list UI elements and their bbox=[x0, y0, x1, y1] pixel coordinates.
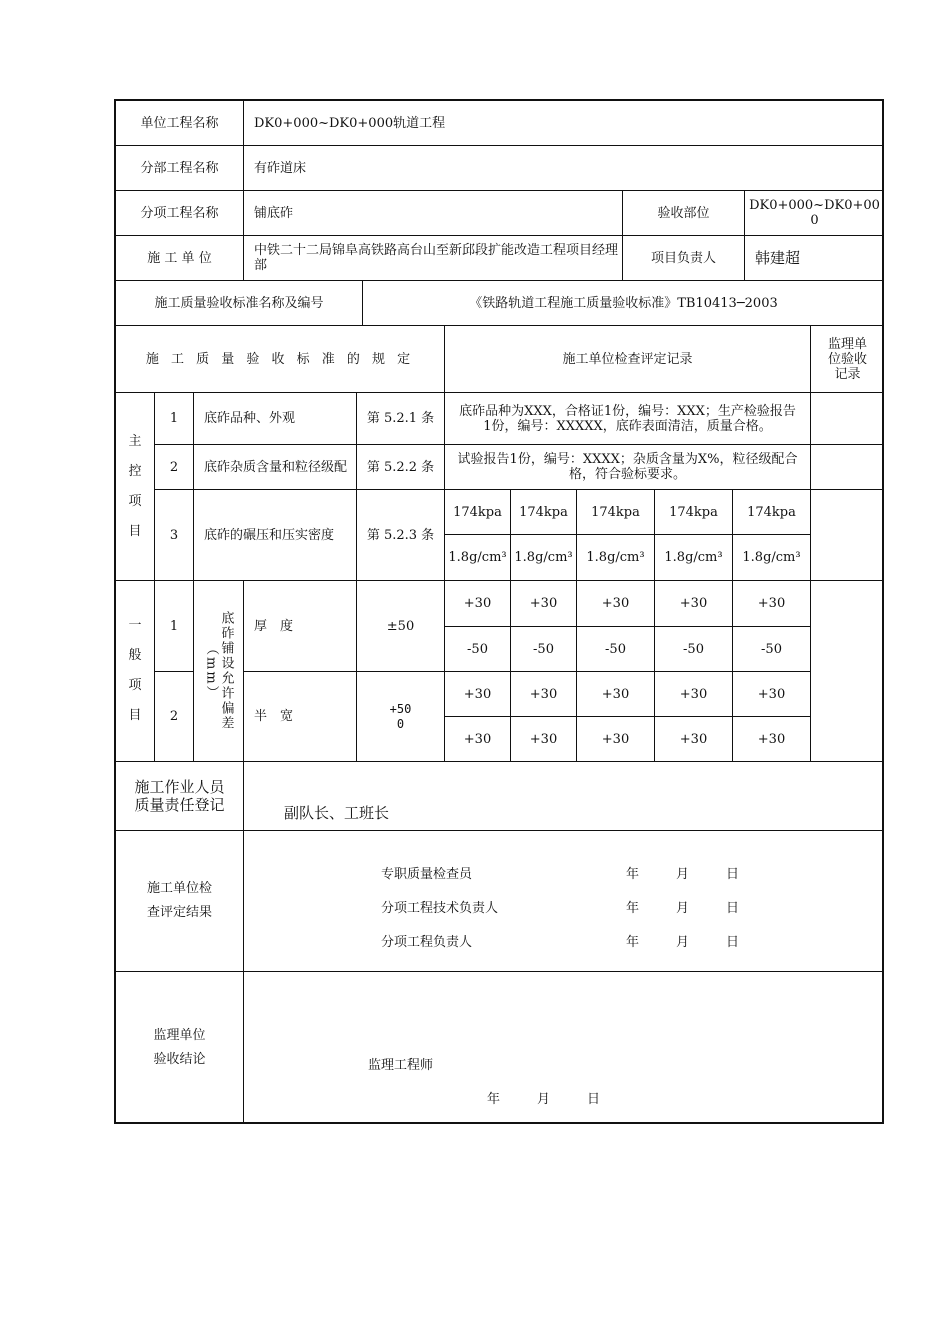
value-cell: +30 bbox=[655, 672, 733, 717]
main-row-3-supervisor bbox=[811, 490, 884, 581]
project-leader-label: 项目负责人 bbox=[623, 236, 745, 281]
unit-project-value: DK0+000~DK0+000轨道工程 bbox=[244, 101, 884, 146]
value-cell: +30 bbox=[577, 581, 655, 627]
deviation-label bbox=[194, 581, 244, 762]
tech-lead-label: 分项工程技术负责人 bbox=[381, 901, 499, 916]
general-row-2-name: 半 宽 bbox=[244, 672, 357, 762]
inspector-label: 专职质量检查员 bbox=[381, 867, 473, 882]
workers-value: 副队长、工班长 bbox=[244, 762, 884, 831]
supervisor-conclusion-label: 监理单位验收结论 bbox=[116, 972, 244, 1124]
main-items-label: 主控项目 bbox=[116, 393, 155, 581]
construction-unit-value: 中铁二十二局锦阜高铁路高台山至新邱段扩能改造工程项目经理部 bbox=[244, 236, 623, 281]
main-row-2-record: 试验报告1份，编号：XXXX；杂质含量为X%，粒径级配合格，符合验标要求。 bbox=[445, 445, 811, 490]
main-row-2-name: 底砟杂质含量和粒径级配 bbox=[194, 445, 357, 490]
value-cell: +30 bbox=[733, 581, 811, 627]
value-cell: +30 bbox=[577, 717, 655, 762]
month-label: 月 bbox=[537, 1092, 551, 1107]
value-cell: +30 bbox=[445, 717, 511, 762]
day-label: 日 bbox=[726, 901, 740, 916]
value-cell: +30 bbox=[511, 581, 577, 627]
general-supervisor bbox=[811, 581, 884, 762]
unit-result-area bbox=[244, 831, 884, 972]
general-row-2-no: 2 bbox=[155, 672, 194, 762]
main-row-2-clause: 第 5.2.2 条 bbox=[357, 445, 445, 490]
day-label: 日 bbox=[587, 1092, 601, 1107]
sub-project-value: 有砟道床 bbox=[244, 146, 884, 191]
value-cell: +30 bbox=[577, 672, 655, 717]
general-row-2-tol: +50 0 bbox=[357, 672, 445, 762]
value-cell: +30 bbox=[445, 581, 511, 627]
engineer-label: 监理工程师 bbox=[368, 1058, 434, 1073]
item-project-label: 分项工程名称 bbox=[116, 191, 244, 236]
main-row-2-no: 2 bbox=[155, 445, 194, 490]
value-cell: +30 bbox=[655, 717, 733, 762]
main-row-3-name: 底砟的碾压和压实密度 bbox=[194, 490, 357, 581]
year-label: 年 bbox=[626, 935, 640, 950]
density-cell: 1.8g/cm³ bbox=[445, 535, 511, 581]
construction-unit-label: 施 工 单 位 bbox=[116, 236, 244, 281]
value-cell: -50 bbox=[511, 627, 577, 672]
kpa-cell: 174kpa bbox=[655, 490, 733, 535]
month-label: 月 bbox=[676, 935, 690, 950]
kpa-cell: 174kpa bbox=[577, 490, 655, 535]
density-cell: 1.8g/cm³ bbox=[733, 535, 811, 581]
project-leader-value: 韩建超 bbox=[745, 236, 884, 281]
item-project-value: 铺底砟 bbox=[244, 191, 623, 236]
kpa-cell: 174kpa bbox=[511, 490, 577, 535]
value-cell: +30 bbox=[511, 717, 577, 762]
main-row-3-clause: 第 5.2.3 条 bbox=[357, 490, 445, 581]
value-cell: -50 bbox=[577, 627, 655, 672]
main-row-1-name: 底砟品种、外观 bbox=[194, 393, 357, 445]
inspection-form bbox=[114, 99, 884, 1124]
month-label: 月 bbox=[676, 901, 690, 916]
value-cell: +30 bbox=[733, 672, 811, 717]
item-lead-label: 分项工程负责人 bbox=[381, 935, 473, 950]
acceptance-part-value: DK0+000~DK0+000 bbox=[745, 191, 884, 236]
workers-label: 施工作业人员质量责任登记 bbox=[116, 762, 244, 831]
standard-name-label: 施工质量验收标准名称及编号 bbox=[116, 281, 363, 326]
sub-project-label: 分部工程名称 bbox=[116, 146, 244, 191]
kpa-cell: 174kpa bbox=[733, 490, 811, 535]
general-items-label: 一般项目 bbox=[116, 581, 155, 762]
year-label: 年 bbox=[487, 1092, 501, 1107]
standard-value: 《铁路轨道工程施工质量验收标准》TB10413─2003 bbox=[363, 281, 884, 326]
main-row-1-no: 1 bbox=[155, 393, 194, 445]
unit-project-label: 单位工程名称 bbox=[116, 101, 244, 146]
month-label: 月 bbox=[676, 867, 690, 882]
value-cell: -50 bbox=[733, 627, 811, 672]
main-row-1-record: 底砟品种为XXX，合格证1份，编号：XXX；生产检验报告1份，编号：XXXXX，底砟表面清洁，质量合格。 bbox=[445, 393, 811, 445]
general-row-1-tol: ±50 bbox=[357, 581, 445, 672]
density-cell: 1.8g/cm³ bbox=[577, 535, 655, 581]
day-label: 日 bbox=[726, 867, 740, 882]
value-cell: +30 bbox=[733, 717, 811, 762]
value-cell: +30 bbox=[511, 672, 577, 717]
unit-result-label: 施工单位检查评定结果 bbox=[116, 831, 244, 972]
deviation-label-text: 底砟铺设允许偏差（mm） bbox=[203, 611, 234, 731]
main-row-2-supervisor bbox=[811, 445, 884, 490]
day-label: 日 bbox=[726, 935, 740, 950]
main-row-1-supervisor bbox=[811, 393, 884, 445]
value-cell: -50 bbox=[655, 627, 733, 672]
standard-rules-header: 施 工 质 量 验 收 标 准 的 规 定 bbox=[116, 326, 445, 393]
main-row-1-clause: 第 5.2.1 条 bbox=[357, 393, 445, 445]
supervisor-record-header: 监理单位验收记录 bbox=[811, 326, 884, 393]
main-row-3-no: 3 bbox=[155, 490, 194, 581]
general-row-1-name: 厚 度 bbox=[244, 581, 357, 672]
value-cell: -50 bbox=[445, 627, 511, 672]
density-cell: 1.8g/cm³ bbox=[655, 535, 733, 581]
year-label: 年 bbox=[626, 867, 640, 882]
check-record-header: 施工单位检查评定记录 bbox=[445, 326, 811, 393]
general-row-1-no: 1 bbox=[155, 581, 194, 672]
density-cell: 1.8g/cm³ bbox=[511, 535, 577, 581]
year-label: 年 bbox=[626, 901, 640, 916]
value-cell: +30 bbox=[655, 581, 733, 627]
kpa-cell: 174kpa bbox=[445, 490, 511, 535]
acceptance-part-label: 验收部位 bbox=[623, 191, 745, 236]
value-cell: +30 bbox=[445, 672, 511, 717]
